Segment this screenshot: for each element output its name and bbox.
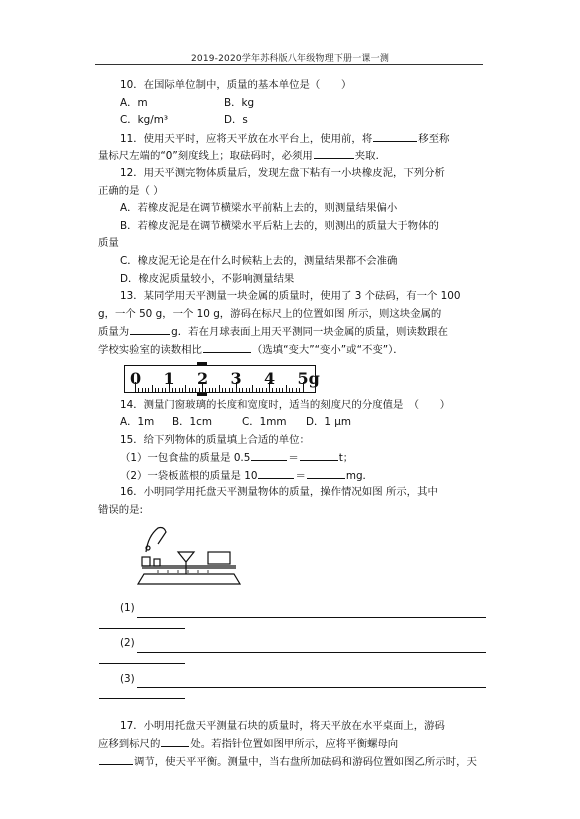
q16-answer-2-cont <box>98 653 486 671</box>
q14-stem: 14．测量门窗玻璃的长度和宽度时，适当的刻度尺的分度值是 （ ） <box>120 398 451 411</box>
ruler-tick <box>212 388 213 392</box>
q15-blank-2 <box>300 449 338 461</box>
balance-base <box>138 574 240 584</box>
ruler-tick <box>289 388 290 392</box>
q13-line4 <box>98 341 486 359</box>
q11-text-d: 夹取． <box>354 150 386 163</box>
ruler-tick <box>259 388 260 392</box>
rider-bottom <box>197 392 207 396</box>
q15-blank-4 <box>307 467 345 479</box>
ruler-tick <box>299 388 300 392</box>
ruler-tick <box>252 385 253 392</box>
q14-option-d: D．1 μm <box>306 416 352 429</box>
q11-line2 <box>98 147 486 165</box>
q11-blank-1 <box>373 130 417 142</box>
q15-item2 <box>98 467 486 485</box>
ruler-tick <box>138 388 139 392</box>
q12-line1: 12．用天平测完物体质量后，发现左盘下粘有一小块橡皮泥，下列分析 <box>120 166 445 179</box>
ruler-label: 1 <box>163 368 175 388</box>
ruler-tick <box>205 388 206 392</box>
q13-line1: 13．某同学用天平测量一块金属的质量时，使用了 3 个砝码，有一个 100 <box>120 290 461 303</box>
hand-with-weight <box>146 527 166 552</box>
ruler-tick <box>279 388 280 392</box>
q16-answer-1-cont <box>98 618 486 636</box>
balance-figure <box>128 522 250 594</box>
q16-answer-3-cont <box>98 688 486 706</box>
q16-answer-2-label: (2) <box>120 637 135 650</box>
q16-answer-3 <box>98 671 486 689</box>
ruler-tick <box>175 388 176 392</box>
q14-option-c: C．1mm <box>242 416 287 429</box>
balance-pointer <box>178 552 194 562</box>
q12-option-c: C．橡皮泥无论是在什么时候粘上去的，测量结果都不会准确 <box>120 254 398 267</box>
ruler-tick <box>189 388 190 392</box>
q16-answer-1-blank <box>137 605 486 618</box>
ruler-tick <box>155 388 156 392</box>
ruler-label: 5g <box>297 368 320 388</box>
q13-line3 <box>98 323 486 341</box>
q14-option-a: A．1m <box>120 416 155 429</box>
ruler-tick <box>172 388 173 392</box>
ruler-tick <box>242 388 243 392</box>
weight-small <box>142 557 150 566</box>
ruler-tick <box>292 388 293 392</box>
rider-scale-ruler <box>124 365 320 393</box>
ruler-tick <box>192 388 193 392</box>
ruler-tick <box>158 388 159 392</box>
q13-text-c: 学校实验室的读数相比 <box>98 343 202 356</box>
q16-answer-3-cont-blank <box>99 688 185 699</box>
q16-line1: 16．小明同学用托盘天平测量物体的质量，操作情况如图 所示，其中 <box>120 486 438 499</box>
q15-item1 <box>98 449 486 467</box>
spacer <box>98 706 486 718</box>
ruler-tick <box>262 388 263 392</box>
q11-line1 <box>98 130 486 148</box>
q11-text-c: 量标尺左端的“0”刻度线上；取砝码时，必须用 <box>98 150 313 163</box>
q16-line2: 错误的是: <box>98 504 144 517</box>
header-divider <box>95 64 483 65</box>
rider-top <box>197 362 207 366</box>
ruler-tick <box>249 388 250 392</box>
ruler-tick <box>165 388 166 392</box>
worksheet-content <box>98 77 486 771</box>
ruler-tick <box>272 388 273 392</box>
q17-line3 <box>98 753 486 771</box>
ruler-tick <box>239 388 240 392</box>
ruler-tick <box>162 388 163 392</box>
q11-text-a: 11．使用天平时，应将天平放在水平台上，使用前，将 <box>120 132 373 145</box>
q12-option-b-cont: 质量 <box>98 237 119 250</box>
q17-blank-2 <box>99 753 133 765</box>
ruler-tick <box>266 388 267 392</box>
q16-answer-2-blank <box>137 640 486 653</box>
q15-equals-2: ＝ <box>295 469 306 482</box>
ruler-tick <box>145 388 146 392</box>
q16-answer-1-cont-blank <box>99 618 185 629</box>
ruler-tick <box>222 388 223 392</box>
q16-answer-3-blank <box>137 675 486 688</box>
ruler-tick <box>209 388 210 392</box>
ruler-tick <box>195 388 196 392</box>
q13-line2: g，一个 50 g，一个 10 g，游码在标尺上的位置如图 所示，则这块金属的 <box>98 307 442 320</box>
q10-option-b: B．kg <box>224 96 255 109</box>
q14-option-b: B．1cm <box>172 416 212 429</box>
q14-options <box>98 414 486 432</box>
ruler-tick <box>185 385 186 392</box>
q13-text-d: （选填“变大”“变小”或“不变”）． <box>251 343 404 356</box>
q10-option-a: A．m <box>120 96 148 109</box>
ruler-label: 0 <box>130 368 142 388</box>
ruler-tick <box>148 388 149 392</box>
q15-unit-2: mg． <box>345 469 373 482</box>
ruler-tick <box>199 388 200 392</box>
q16-answer-2 <box>98 635 486 653</box>
ruler-tick <box>276 388 277 392</box>
q13-text-b: g．若在月球表面上用天平测同一块金属的质量，则读数跟在 <box>171 326 448 339</box>
q11-text-b: 移至称 <box>418 132 450 145</box>
ruler-label: 3 <box>230 368 242 388</box>
ruler-label: 4 <box>264 368 276 388</box>
q15-blank-3 <box>258 467 294 479</box>
ruler-tick <box>182 388 183 392</box>
q16-answer-2-cont-blank <box>99 653 185 664</box>
q10-option-c: C．kg/m³ <box>120 114 169 127</box>
q13-blank-2 <box>203 341 251 353</box>
object-block <box>208 552 230 564</box>
q12-option-d: D．橡皮泥质量较小，不影响测量结果 <box>120 272 295 285</box>
q15-unit-1: t； <box>338 452 354 465</box>
ruler-tick <box>282 388 283 392</box>
q10-stem: 10．在国际单位制中，质量的基本单位是（ ） <box>120 79 352 91</box>
q17-line1: 17．小明用托盘天平测量石块的质量时，将天平放在水平桌面上，游码 <box>120 719 445 732</box>
q16-answer-3-label: (3) <box>120 672 135 685</box>
q15-stem: 15．给下列物体的质量填上合适的单位： <box>120 433 310 446</box>
q17-text-b: 处。若指针位置如图甲所示，应将平衡螺母向 <box>190 738 399 751</box>
q17-text-a: 应移到标尺的 <box>98 738 161 751</box>
ruler-tick <box>296 388 297 392</box>
q15-blank-1 <box>251 449 287 461</box>
q12-option-b: B．若橡皮泥是在调节横梁水平后粘上去的，则测出的质量大于物体的 <box>120 219 439 232</box>
q12-option-a: A．若橡皮泥是在调节横梁水平前粘上去的，则测量结果偏小 <box>120 202 398 215</box>
q15-equals-1: ＝ <box>288 452 299 465</box>
ruler-tick <box>225 388 226 392</box>
q12-line2: 正确的是（ ） <box>98 184 164 197</box>
q17-line2 <box>98 735 486 753</box>
ruler-label: 2 <box>197 368 209 388</box>
q15-item1-text: （1）一包食盐的质量是 0.5 <box>120 452 251 465</box>
q11-blank-2 <box>314 147 354 159</box>
q10-options-row2 <box>98 112 486 130</box>
q13-text-a: 质量为 <box>98 326 130 339</box>
q10-option-d: D．s <box>224 114 248 127</box>
q16-answer-1 <box>98 600 486 618</box>
ruler-tick <box>152 385 153 392</box>
q16-answer-1-label: (1) <box>120 602 135 615</box>
ruler-tick <box>229 388 230 392</box>
ruler-tick <box>232 388 233 392</box>
ruler-tick <box>215 388 216 392</box>
ruler-tick <box>179 388 180 392</box>
q15-item2-text: （2）一袋板蓝根的质量是 10 <box>120 469 258 482</box>
weight-tiny <box>154 559 160 566</box>
page-header: 2019-2020学年苏科版八年级物理下册一课一测 <box>190 54 390 64</box>
ruler-tick <box>142 388 143 392</box>
ruler-tick <box>246 388 247 392</box>
q17-text-c: 调节，使天平平衡。测量中，当右盘所加砝码和游码位置如图乙所示时，天 <box>134 756 477 768</box>
ruler-tick <box>256 388 257 392</box>
q13-blank-1 <box>130 323 170 335</box>
q10-options-row1 <box>98 95 486 113</box>
ruler-tick <box>286 385 287 392</box>
ruler-tick <box>219 385 220 392</box>
q17-blank-1 <box>161 735 189 747</box>
